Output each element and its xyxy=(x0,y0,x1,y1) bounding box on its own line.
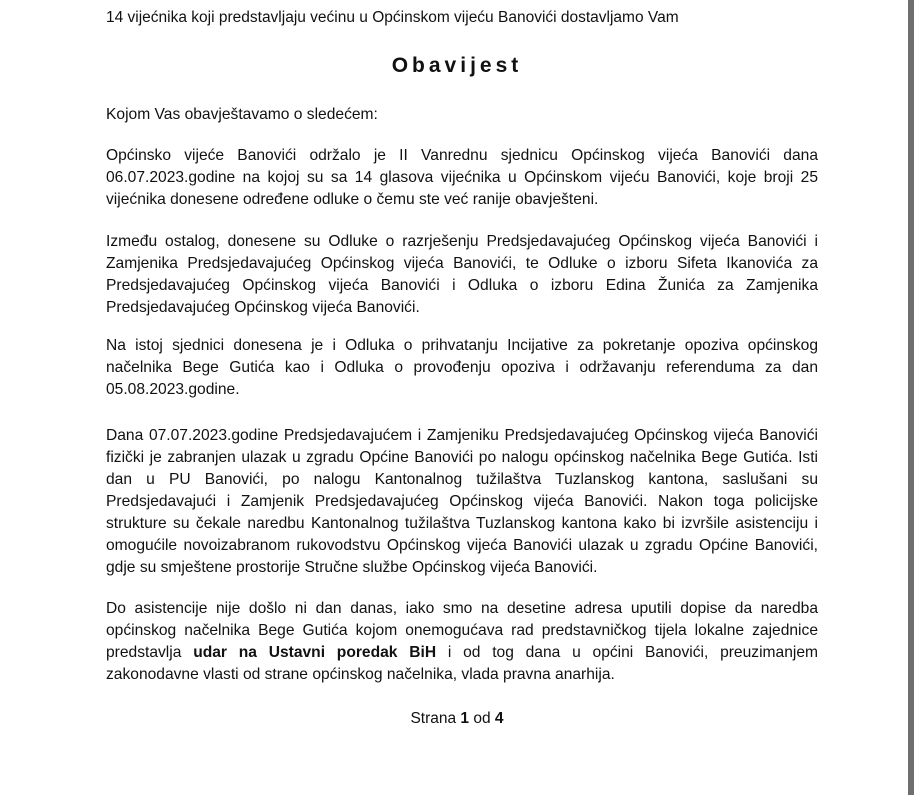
conclusion-text-start: Do asistencije nije došlo ni dan danas, iako smo na desetine adresa uputili dopise da naredba općinskog načelnika Bege Gutića kojom onemogućava rad predstavničkog tijela lokalne zajednice predstavlja xyxy=(106,600,818,661)
intro-line: 14 vijećnika koji predstavljaju većinu u Općinskom vijeću Banovići dostavljamo Vam xyxy=(106,9,679,26)
current-page-number: 1 xyxy=(460,710,470,727)
paragraph-entry-ban: Dana 07.07.2023.godine Predsjedavajućem i Zamjeniku Predsjedavajućeg Općinskog vijeća Banovići fizički je zabranjen ulazak u zgradu Općine Banovići po nalogu općinskog načelnika Bege Gutića. Isti dan u PU Banovići, po nalogu Kantonalnog tužilaštva Tuzlanskog kantona, saslušani su Predsjedavajući i Zamjenik Predsjedavajućeg Općinskog vijeća Banovići. Nakon toga policijske strukture su čekale naredbu Kantonalnog tužilaštva Tuzlanskog kantona kako bi izvršile asistenciju i omogućile novoizabranom rukovodstvu Općinskog vijeća Banovići ulazak u zgradu Općine Banovići, gdje su smještene prostorije Stručne službe Općinskog vijeća Banovići. xyxy=(106,427,818,576)
paragraph-recall-initiative: Na istoj sjednici donesena je i Odluka o prihvatanju Incijative za pokretanje opoziva općinskog načelnika Bege Gutića kao i Odluka o provođenju opoziva i održavanju referenduma za dan 05.08.2023.godine. xyxy=(106,337,818,398)
conclusion-text-end: i od tog dana u općini Banovići, preuzimanjem zakonodavne vlasti od strane općinskog načelnika, vlada pravna anarhija. xyxy=(106,644,819,683)
page-label: Strana xyxy=(410,710,457,727)
document-title: Obavijest xyxy=(391,54,523,77)
total-page-number: 4 xyxy=(494,710,504,727)
page-number-footer xyxy=(0,709,914,729)
paragraph-conclusion xyxy=(106,598,818,686)
paragraph-decisions: Između ostalog, donesene su Odluke o razrješenju Predsjedavajućeg Općinskog vijeća Banovići i Zamjenika Predsjedavajućeg Općinskog vijeća Banovići, te Odluke o izboru Sifeta Ikanovića za Predsjedavajućeg Općinskog vijeća Banovići i Odluka o izboru Edina Žunića za Zamjenika Predsjedavajućeg Općinskog vijeća Banovići. xyxy=(106,233,818,316)
conclusion-bold-phrase: udar na Ustavni poredak BiH xyxy=(193,644,437,661)
paragraph-session: Općinsko vijeće Banovići održalo je II Vanrednu sjednicu Općinskog vijeća Banovići dana 06.07.2023.godine na kojoj su sa 14 glasova vijećnika u Općinskom vijeću Banovići, koje broji 25 vijećnika donesene određene odluke o čemu ste već ranije obavješteni. xyxy=(106,147,818,208)
page-separator: od xyxy=(473,710,491,727)
greeting-line: Kojom Vas obavještavamo o sledećem: xyxy=(106,106,378,123)
page-edge-border xyxy=(908,0,914,795)
